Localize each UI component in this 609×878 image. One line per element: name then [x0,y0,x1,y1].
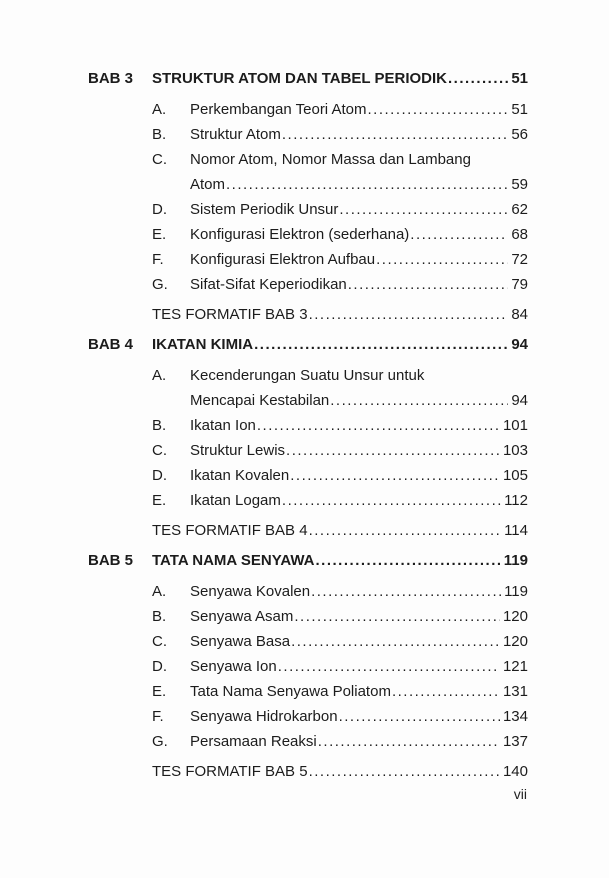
item-letter: E. [152,226,167,243]
item-page-number: 68 [511,226,528,243]
item-page-number: 51 [511,101,528,118]
dot-leader [330,388,508,413]
item-text: Nomor Atom, Nomor Massa dan Lambang [190,151,471,168]
chapter-title: TATA NAMA SENYAWA [152,552,315,569]
item-page-number: 72 [511,251,528,268]
item-letter: B. [152,608,167,625]
item-text: Senyawa Kovalen [190,583,311,600]
toc-item-row [152,122,528,147]
item-text: Senyawa Ion [190,658,277,675]
item-letter: E. [152,492,167,509]
dot-leader [316,548,501,573]
toc-item-row [152,272,528,297]
toc-section [88,66,528,327]
dot-leader [309,302,509,327]
toc-item-row [152,463,528,488]
dot-leader [318,729,500,754]
item-page-number: 59 [511,176,528,193]
item-text: Senyawa Basa [190,633,291,650]
dot-leader [282,122,508,147]
toc-item-row [152,704,528,729]
chapter-label: BAB 4 [88,336,134,353]
item-text: Struktur Atom [190,126,281,143]
formative-test-page-number: 140 [502,763,528,780]
dot-leader [282,488,501,513]
item-letter: D. [152,467,167,484]
dot-leader [448,66,508,91]
dot-leader [257,413,500,438]
toc-item-row [152,488,528,513]
item-letter: A. [152,367,167,384]
item-page-number: 137 [502,733,528,750]
item-letter: C. [152,151,167,168]
item-letter: E. [152,683,167,700]
toc-item-row [152,147,528,172]
item-page-number: 94 [511,392,528,409]
formative-test-page-number: 84 [511,306,528,323]
item-letter: C. [152,442,167,459]
toc-item-row [152,247,528,272]
item-letter: G. [152,276,168,293]
chapter-title: IKATAN KIMIA [152,336,254,353]
toc-item-row [152,222,528,247]
dot-leader [368,97,509,122]
item-letter: D. [152,201,167,218]
dot-leader [278,654,500,679]
item-text: Ikatan Kovalen [190,467,290,484]
dot-leader [309,759,500,784]
toc-item-row [152,388,528,413]
dot-leader [311,579,501,604]
item-page-number: 120 [502,608,528,625]
toc-item-row [152,197,528,222]
item-text: Tata Nama Senyawa Poliatom [190,683,391,700]
item-page-number: 131 [502,683,528,700]
dot-leader [392,679,500,704]
toc-item-row [152,729,528,754]
item-text: Perkembangan Teori Atom [190,101,367,118]
formative-test-label: TES FORMATIF BAB 4 [152,522,308,539]
item-page-number: 103 [502,442,528,459]
item-letter: A. [152,101,167,118]
dot-leader [226,172,508,197]
toc-item-row [152,604,528,629]
chapter-page-number: 119 [503,552,528,569]
dot-leader [339,704,500,729]
item-text: Konfigurasi Elektron (sederhana) [190,226,410,243]
item-letter: F. [152,251,164,268]
chapter-page-number: 51 [511,70,528,87]
chapter-page-number: 94 [511,336,528,353]
dot-leader [376,247,508,272]
formative-test-page-number: 114 [504,522,528,539]
dot-leader [339,197,508,222]
item-text: Atom [190,176,226,193]
formative-test-label: TES FORMATIF BAB 5 [152,763,308,780]
item-text: Senyawa Asam [190,608,294,625]
chapter-label: BAB 5 [88,552,134,569]
dot-leader [254,332,508,357]
item-text: Konfigurasi Elektron Aufbau [190,251,376,268]
item-text: Sifat-Sifat Keperiodikan [190,276,347,293]
item-letter: B. [152,126,167,143]
dot-leader [291,629,500,654]
item-page-number: 62 [511,201,528,218]
formative-test-row [152,518,528,543]
table-of-contents [88,66,528,789]
item-page-number: 56 [511,126,528,143]
item-page-number: 79 [511,276,528,293]
item-page-number: 119 [504,583,528,600]
page-footer [514,786,527,802]
item-letter: F. [152,708,164,725]
dot-leader [294,604,500,629]
toc-section [88,332,528,543]
item-text: Ikatan Ion [190,417,256,434]
item-text: Senyawa Hidrokarbon [190,708,338,725]
formative-test-row [152,302,528,327]
item-letter: A. [152,583,167,600]
toc-item-row [152,438,528,463]
item-letter: C. [152,633,167,650]
toc-item-row [152,172,528,197]
toc-item-row [152,629,528,654]
item-page-number: 120 [502,633,528,650]
toc-item-row [152,579,528,604]
dot-leader [286,438,500,463]
item-page-number: 101 [502,417,528,434]
item-text: Kecenderungan Suatu Unsur untuk [190,367,425,384]
item-page-number: 112 [504,492,528,509]
item-page-number: 105 [502,467,528,484]
item-text: Mencapai Kestabilan [190,392,330,409]
item-page-number: 121 [502,658,528,675]
formative-test-label: TES FORMATIF BAB 3 [152,306,308,323]
item-page-number: 134 [502,708,528,725]
toc-item-row [152,679,528,704]
toc-item-row [152,413,528,438]
item-letter: B. [152,417,167,434]
dot-leader [348,272,509,297]
dot-leader [309,518,502,543]
chapter-label: BAB 3 [88,70,134,87]
item-text: Ikatan Logam [190,492,281,509]
item-text: Persamaan Reaksi [190,733,317,750]
item-text: Sistem Periodik Unsur [190,201,339,218]
dot-leader [290,463,500,488]
toc-item-row [152,363,528,388]
page-number: vii [513,786,527,802]
toc-section [88,548,528,784]
chapter-row [88,548,528,573]
toc-item-row [152,97,528,122]
dot-leader [410,222,508,247]
formative-test-row [152,759,528,784]
item-text: Struktur Lewis [190,442,286,459]
chapter-title: STRUKTUR ATOM DAN TABEL PERIODIK [152,70,447,87]
toc-item-row [152,654,528,679]
chapter-row [88,332,528,357]
item-letter: G. [152,733,168,750]
item-letter: D. [152,658,167,675]
chapter-row [88,66,528,91]
